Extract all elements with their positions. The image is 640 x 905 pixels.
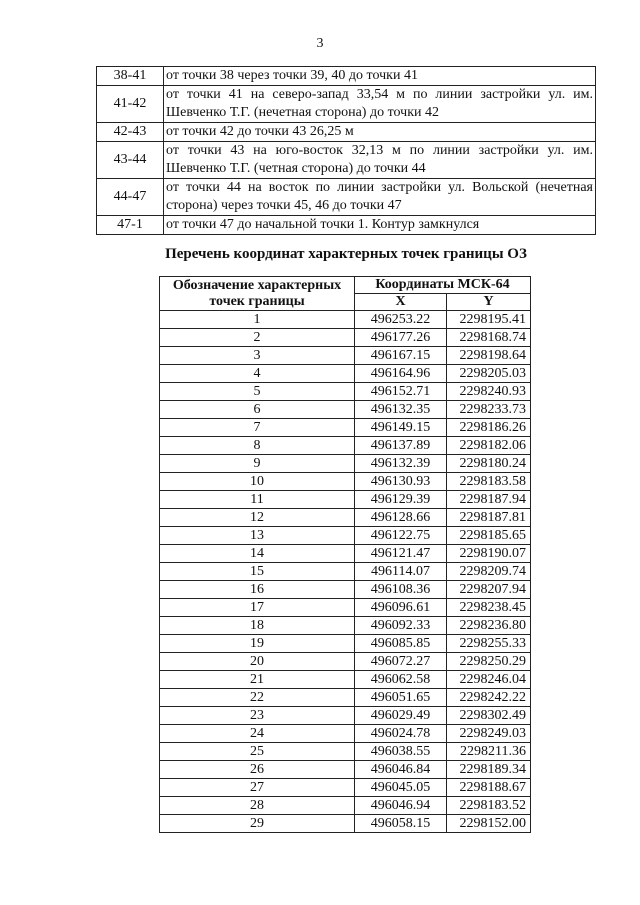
coordinate-x: 496129.39 (355, 491, 447, 509)
coordinate-row (160, 509, 531, 527)
route-segment: 41-42 (97, 86, 164, 123)
coordinate-y: 2298183.52 (447, 797, 531, 815)
coordinate-row (160, 599, 531, 617)
coordinate-y: 2298249.03 (447, 725, 531, 743)
coordinate-row (160, 401, 531, 419)
coordinate-x: 496024.78 (355, 725, 447, 743)
point-number: 1 (160, 311, 355, 329)
coordinate-row (160, 347, 531, 365)
coordinate-y: 2298190.07 (447, 545, 531, 563)
coordinate-y: 2298205.03 (447, 365, 531, 383)
coordinate-y: 2298236.80 (447, 617, 531, 635)
coordinate-x: 496128.66 (355, 509, 447, 527)
coordinate-y: 2298152.00 (447, 815, 531, 833)
coordinate-y: 2298233.73 (447, 401, 531, 419)
coordinate-row (160, 617, 531, 635)
coordinate-row (160, 689, 531, 707)
route-description: от точки 42 до точки 43 26,25 м (164, 123, 596, 142)
route-segment: 38-41 (97, 67, 164, 86)
point-number: 28 (160, 797, 355, 815)
coordinate-row (160, 527, 531, 545)
coordinate-row (160, 797, 531, 815)
coordinate-x: 496072.27 (355, 653, 447, 671)
coordinate-x: 496177.26 (355, 329, 447, 347)
coordinate-x: 496121.47 (355, 545, 447, 563)
route-description: от точки 41 на северо-запад 33,54 м по линии застройки ул. им. Шевченко Т.Г. (нечетная сторона) до точки 42 (164, 86, 596, 123)
coordinate-x: 496096.61 (355, 599, 447, 617)
coordinate-x: 496164.96 (355, 365, 447, 383)
point-number: 18 (160, 617, 355, 635)
coordinate-y: 2298209.74 (447, 563, 531, 581)
coordinate-x: 496149.15 (355, 419, 447, 437)
coordinate-x: 496114.07 (355, 563, 447, 581)
coordinate-row (160, 725, 531, 743)
point-number: 8 (160, 437, 355, 455)
coordinate-row (160, 743, 531, 761)
point-number: 29 (160, 815, 355, 833)
route-description: от точки 44 на восток по линии застройки ул. Вольской (нечетная сторона) через точки 45, 46 до точки 47 (164, 179, 596, 216)
route-segment: 44-47 (97, 179, 164, 216)
point-number: 3 (160, 347, 355, 365)
y-column-header: Y (447, 294, 531, 311)
coordinate-x: 496045.05 (355, 779, 447, 797)
coordinate-y: 2298242.22 (447, 689, 531, 707)
coordinate-row (160, 419, 531, 437)
point-number: 6 (160, 401, 355, 419)
point-number: 23 (160, 707, 355, 725)
coordinate-y: 2298187.81 (447, 509, 531, 527)
coordinate-y: 2298255.33 (447, 635, 531, 653)
coordinate-row (160, 653, 531, 671)
point-number: 16 (160, 581, 355, 599)
point-number: 20 (160, 653, 355, 671)
coordinate-x: 496130.93 (355, 473, 447, 491)
point-number: 27 (160, 779, 355, 797)
coordinate-x: 496152.71 (355, 383, 447, 401)
coordinate-y: 2298302.49 (447, 707, 531, 725)
route-description: от точки 43 на юго-восток 32,13 м по линии застройки ул. им. Шевченко Т.Г. (четная сторона) до точки 44 (164, 142, 596, 179)
point-number: 7 (160, 419, 355, 437)
route-description: от точки 38 через точки 39, 40 до точки 41 (164, 67, 596, 86)
route-segment: 43-44 (97, 142, 164, 179)
coordinate-x: 496253.22 (355, 311, 447, 329)
coordinate-x: 496132.39 (355, 455, 447, 473)
coordinate-row (160, 815, 531, 833)
route-row (97, 179, 596, 216)
route-description: от точки 47 до начальной точки 1. Контур замкнулся (164, 216, 596, 235)
coordinate-row (160, 365, 531, 383)
point-number: 11 (160, 491, 355, 509)
x-column-header: X (355, 294, 447, 311)
point-number: 5 (160, 383, 355, 401)
coordinate-y: 2298207.94 (447, 581, 531, 599)
route-row (97, 123, 596, 142)
coordinate-y: 2298183.58 (447, 473, 531, 491)
coordinate-row (160, 707, 531, 725)
point-number: 19 (160, 635, 355, 653)
point-number: 13 (160, 527, 355, 545)
coordinate-y: 2298198.64 (447, 347, 531, 365)
coordinates-table (159, 276, 531, 833)
coordinate-y: 2298185.65 (447, 527, 531, 545)
point-number: 4 (160, 365, 355, 383)
point-number: 15 (160, 563, 355, 581)
coordinate-y: 2298250.29 (447, 653, 531, 671)
coordinate-x: 496122.75 (355, 527, 447, 545)
route-row (97, 142, 596, 179)
coordinate-x: 496085.85 (355, 635, 447, 653)
route-row (97, 216, 596, 235)
coordinate-system-header: Координаты МСК-64 (355, 277, 531, 294)
page-number: 3 (316, 36, 324, 51)
route-segment: 42-43 (97, 123, 164, 142)
coordinate-y: 2298211.36 (447, 743, 531, 761)
route-row (97, 67, 596, 86)
point-number: 2 (160, 329, 355, 347)
coordinate-y: 2298186.26 (447, 419, 531, 437)
coordinate-row (160, 491, 531, 509)
coordinate-x: 496108.36 (355, 581, 447, 599)
coordinate-y: 2298188.67 (447, 779, 531, 797)
point-number: 22 (160, 689, 355, 707)
coordinate-y: 2298182.06 (447, 437, 531, 455)
coordinate-row (160, 329, 531, 347)
point-number: 14 (160, 545, 355, 563)
point-number: 10 (160, 473, 355, 491)
coordinate-x: 496046.94 (355, 797, 447, 815)
coordinate-row (160, 311, 531, 329)
coordinate-row (160, 779, 531, 797)
coordinate-y: 2298189.34 (447, 761, 531, 779)
coordinate-row (160, 761, 531, 779)
point-number: 26 (160, 761, 355, 779)
coordinate-y: 2298240.93 (447, 383, 531, 401)
point-number: 9 (160, 455, 355, 473)
route-description-table (96, 66, 596, 235)
coordinate-row (160, 563, 531, 581)
coordinate-row (160, 545, 531, 563)
coordinate-row (160, 473, 531, 491)
coordinate-x: 496137.89 (355, 437, 447, 455)
coordinate-x: 496038.55 (355, 743, 447, 761)
coordinate-x: 496092.33 (355, 617, 447, 635)
coordinate-y: 2298238.45 (447, 599, 531, 617)
coordinate-x: 496058.15 (355, 815, 447, 833)
coordinate-row (160, 455, 531, 473)
point-number: 21 (160, 671, 355, 689)
designation-header: Обозначение характерных точек границы (160, 277, 355, 311)
coordinate-y: 2298187.94 (447, 491, 531, 509)
point-number: 12 (160, 509, 355, 527)
coordinates-table-title: Перечень координат характерных точек границы ОЗ (165, 246, 527, 262)
coordinate-row (160, 383, 531, 401)
coordinate-y: 2298195.41 (447, 311, 531, 329)
coordinate-x: 496167.15 (355, 347, 447, 365)
point-number: 17 (160, 599, 355, 617)
point-number: 24 (160, 725, 355, 743)
coordinate-x: 496062.58 (355, 671, 447, 689)
coordinate-row (160, 635, 531, 653)
coordinate-x: 496046.84 (355, 761, 447, 779)
coordinate-x: 496051.65 (355, 689, 447, 707)
coordinate-y: 2298168.74 (447, 329, 531, 347)
coordinate-y: 2298180.24 (447, 455, 531, 473)
coordinate-row (160, 437, 531, 455)
coordinate-x: 496029.49 (355, 707, 447, 725)
coordinate-row (160, 581, 531, 599)
point-number: 25 (160, 743, 355, 761)
route-segment: 47-1 (97, 216, 164, 235)
coordinate-x: 496132.35 (355, 401, 447, 419)
route-row (97, 86, 596, 123)
coordinate-row (160, 671, 531, 689)
coordinate-y: 2298246.04 (447, 671, 531, 689)
